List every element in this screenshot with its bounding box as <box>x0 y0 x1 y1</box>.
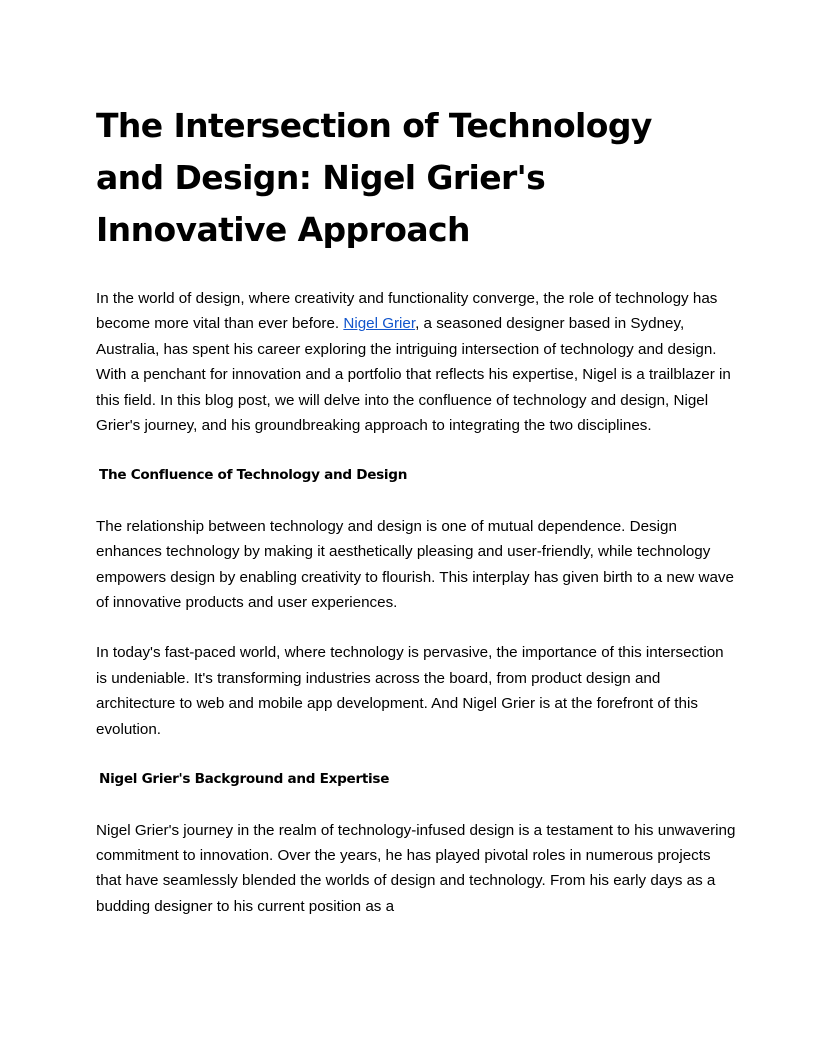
confluence-paragraph-1: The relationship between technology and design is one of mutual dependence. Design enhances technology by making it aesthetically pleasing and user-friendly, while technology empowers design by enabling creativity to flourish. This interplay has given birth to a new wave of innovative products and user experiences. <box>96 517 734 612</box>
section-heading-background: Nigel Grier's Background and Expertise <box>99 771 390 788</box>
nigel-grier-link[interactable]: Nigel Grier <box>343 315 416 333</box>
intro-text-before-link: In the world of design, where creativity and functionality converge, the role of technology has become more vital than ever before. <box>96 290 718 333</box>
confluence-paragraph-2: In today's fast-paced world, where technology is pervasive, the importance of this intersection is undeniable. It's transforming industries across the board, from product design and architecture to web and mobile app development. And Nigel Grier is at the forefront of this evolution. <box>96 644 724 738</box>
intro-paragraph <box>96 286 736 438</box>
document-body <box>96 100 736 919</box>
page-title: The Intersection of Technology and Design: Nigel Grier's Innovative Approach <box>96 106 652 249</box>
background-paragraph-1: Nigel Grier's journey in the realm of technology-infused design is a testament to his unwavering commitment to innovation. Over the years, he has played pivotal roles in numerous projects that have seamlessly blended the worlds of design and technology. From his early days as a budding designer to his current position as a <box>96 821 736 915</box>
intro-text-after-link: , a seasoned designer based in Sydney, Australia, has spent his career exploring the intriguing intersection of technology and design. With a penchant for innovation and a portfolio that reflects his expertise, Nigel is a trailblazer in this field. In this blog post, we will delve into the confluence of technology and design, Nigel Grier's journey, and his groundbreaking approach to integrating the two disciplines. <box>96 315 731 435</box>
section-heading-confluence: The Confluence of Technology and Design <box>99 467 408 484</box>
